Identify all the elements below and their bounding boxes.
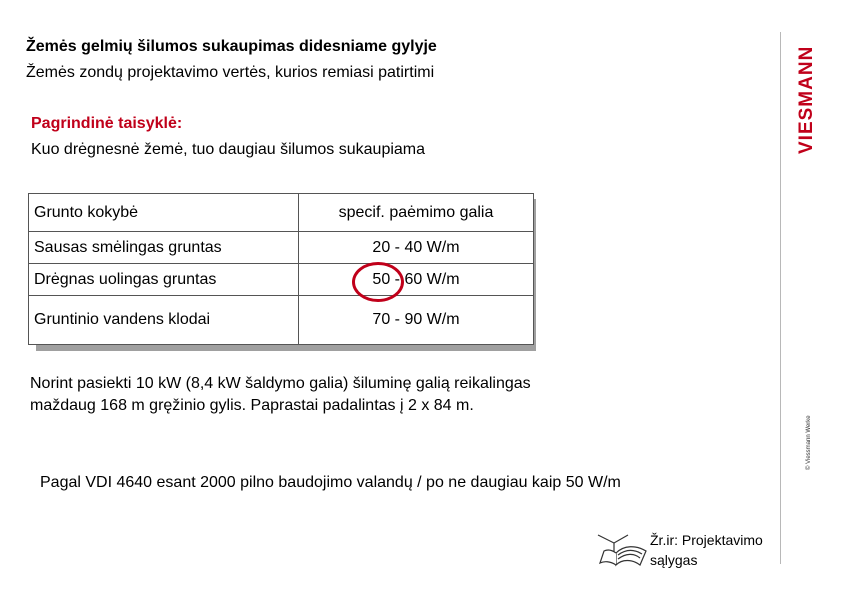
page-title: Žemės gelmių šilumos sukaupimas didesniame gylyje xyxy=(26,38,437,55)
reference-link[interactable] xyxy=(650,530,763,570)
header-specific-power: specif. paėmimo galia xyxy=(338,203,494,221)
table-row xyxy=(29,232,533,264)
soil-type-cell: Sausas smėlingas gruntas xyxy=(29,232,299,263)
rule-text: Kuo drėgnesnė žemė, tuo daugiau šilumos sukaupiama xyxy=(31,141,426,158)
vdi-note: Pagal VDI 4640 esant 2000 pilno baudojimo valandų / po ne daugiau kaip 50 W/m xyxy=(40,474,621,491)
table-row xyxy=(29,264,533,296)
power-value-cell: 20 - 40 W/m xyxy=(372,238,460,256)
reference-line-1: Žr.ir: Projektavimo xyxy=(650,532,763,548)
copyright-text: © Viessmann Werke xyxy=(806,415,812,470)
page-subtitle: Žemės zondų projektavimo vertės, kurios remiasi patirtimi xyxy=(26,64,435,81)
soil-type-cell: Gruntinio vandens klodai xyxy=(29,296,299,344)
power-value-cell: 70 - 90 W/m xyxy=(372,311,460,328)
viessmann-logo xyxy=(792,30,818,156)
reference-line-2: sąlygas xyxy=(650,552,698,568)
soil-type-cell: Drėgnas uolingas gruntas xyxy=(29,264,299,295)
rule-heading: Pagrindinė taisyklė: xyxy=(31,115,183,132)
book-pointer-icon[interactable] xyxy=(594,527,650,569)
vertical-divider xyxy=(780,32,781,564)
header-soil-quality: Grunto kokybė xyxy=(29,194,299,231)
highlight-circle xyxy=(352,262,404,302)
table-header-row xyxy=(29,194,533,232)
depth-note: Norint pasiekti 10 kW (8,4 kW šaldymo galia) šiluminę galią reikalingas maždaug 168 m gręžinio gylis. Paprastai padalintas į 2 x 84 m. xyxy=(30,375,531,414)
power-value-cell: 50 - 60 W/m xyxy=(372,270,460,288)
table-row xyxy=(29,296,533,344)
logo-text: VIESMANN xyxy=(796,45,817,154)
specific-power-table xyxy=(28,193,534,345)
